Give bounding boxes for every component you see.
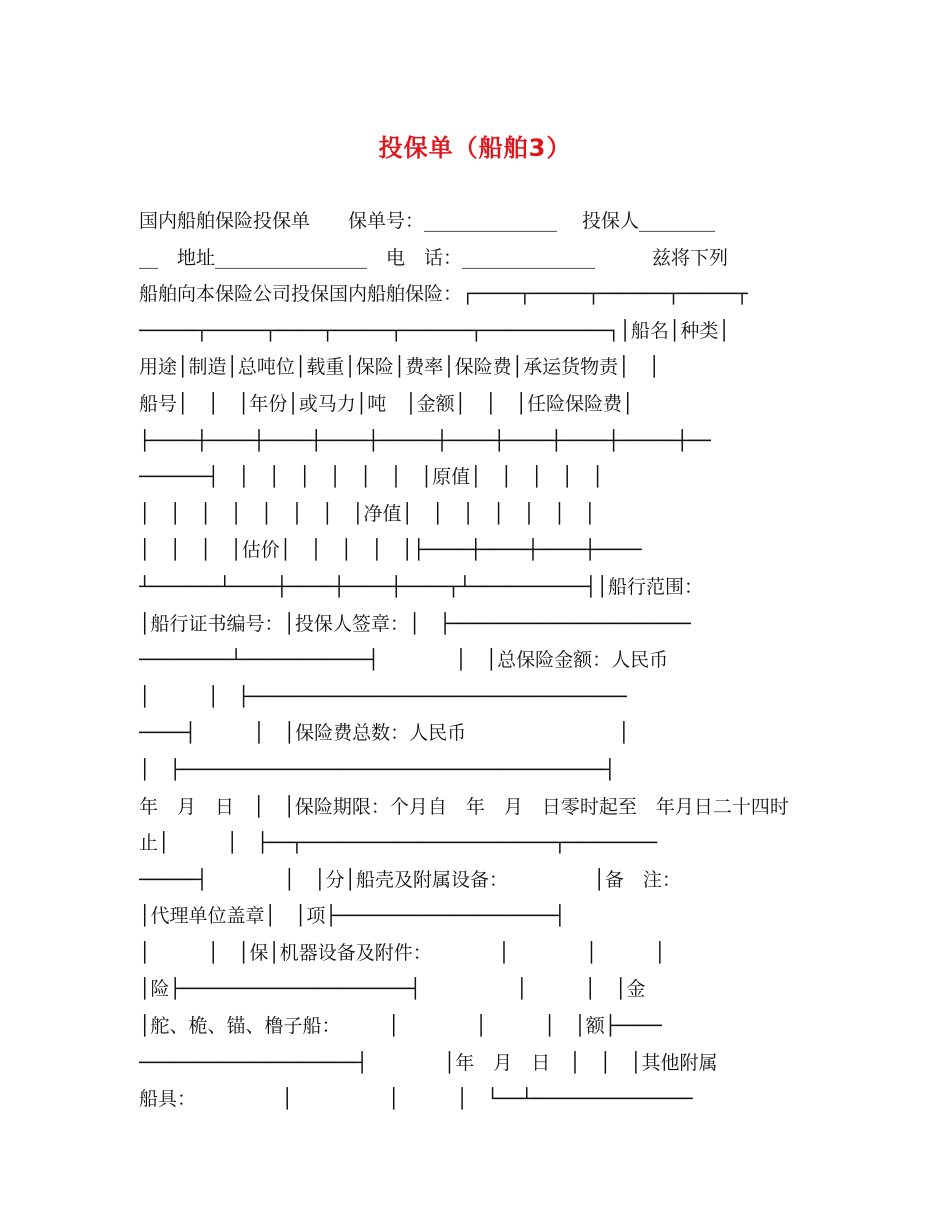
text-line: 止│ │ ├──┬──────────────────────┬──────── — [139, 832, 658, 855]
document-title: 投保单（船舶3） — [378, 134, 572, 162]
text-line: __ 地址________________ 电 话：______________ 兹将下列 — [139, 246, 729, 269]
text-line: 国内船舶保险投保单 保单号：______________ 投保人________ — [139, 210, 716, 232]
text-line: │舵、桅、锚、橹子船： │ │ │ │额├──── — [139, 1015, 662, 1038]
text-line: ─────┤ │ │分│船壳及附属设备： │备 注： — [139, 868, 681, 891]
text-line: ─────┬─────┬────┬─────┬──────┬───────────┐│船名│种类│ — [139, 319, 730, 342]
text-line: │ ├─────────────────────────────────────┤ — [139, 758, 616, 781]
text-line: │ │ ├───────────────────────────────── — [139, 685, 627, 708]
text-line: ┴──────┴────┼────┼────┼────┬┴──────────┤│船行范围： — [139, 575, 703, 598]
text-line: ────┤ │ │保险费总数：人民币 │ — [139, 722, 630, 745]
text-line: 年 月 日 │ │保险期限：个月自 年 月 日零时起至 年月日二十四时 — [139, 795, 789, 818]
text-line: 用途│制造│总吨位│载重│保险│费率│保险费│承运货物责│ │ — [139, 356, 660, 379]
text-line: │ │ │ │ │ │ │ │净值│ │ │ │ │ │ │ — [139, 502, 596, 525]
text-line: 船具： │ │ │ └──┴────────────── — [139, 1088, 693, 1111]
text-line: 船舶向本保险公司投保国内船舶保险：┌────┬─────┬──────┬─────┬ — [139, 283, 748, 306]
text-line: │险├────────────────────┤ │ │ │金 — [139, 978, 646, 1001]
text-line: ──────┤ │ │ │ │ │ │ │原值│ │ │ │ │ — [139, 466, 604, 489]
text-line: ───────────────────┤ │年 月 日 │ │ │其他附属 — [139, 1051, 718, 1074]
document-body — [139, 203, 811, 1118]
text-line: │船行证书编号：│投保人签章：│ ├───────────────────── — [139, 612, 691, 635]
text-line: │代理单位盖章│ │项├───────────────────┤ — [139, 905, 566, 928]
text-line: ├────┼────┼────┼────┼─────┼────┼────┼────┼─────┼── — [139, 429, 711, 452]
text-line: ────────┴───────────┤ │ │总保险金额：人民币 — [139, 649, 669, 672]
text-line: 船号│ │ │年份│或马力│吨 │金额│ │ │任险保险费│ — [139, 392, 634, 415]
text-line: │ │ │ │估价│ │ │ │ │├────┼────┼────┼──── — [139, 539, 642, 562]
text-line: │ │ │保│机器设备及附件： │ │ │ — [139, 941, 666, 964]
